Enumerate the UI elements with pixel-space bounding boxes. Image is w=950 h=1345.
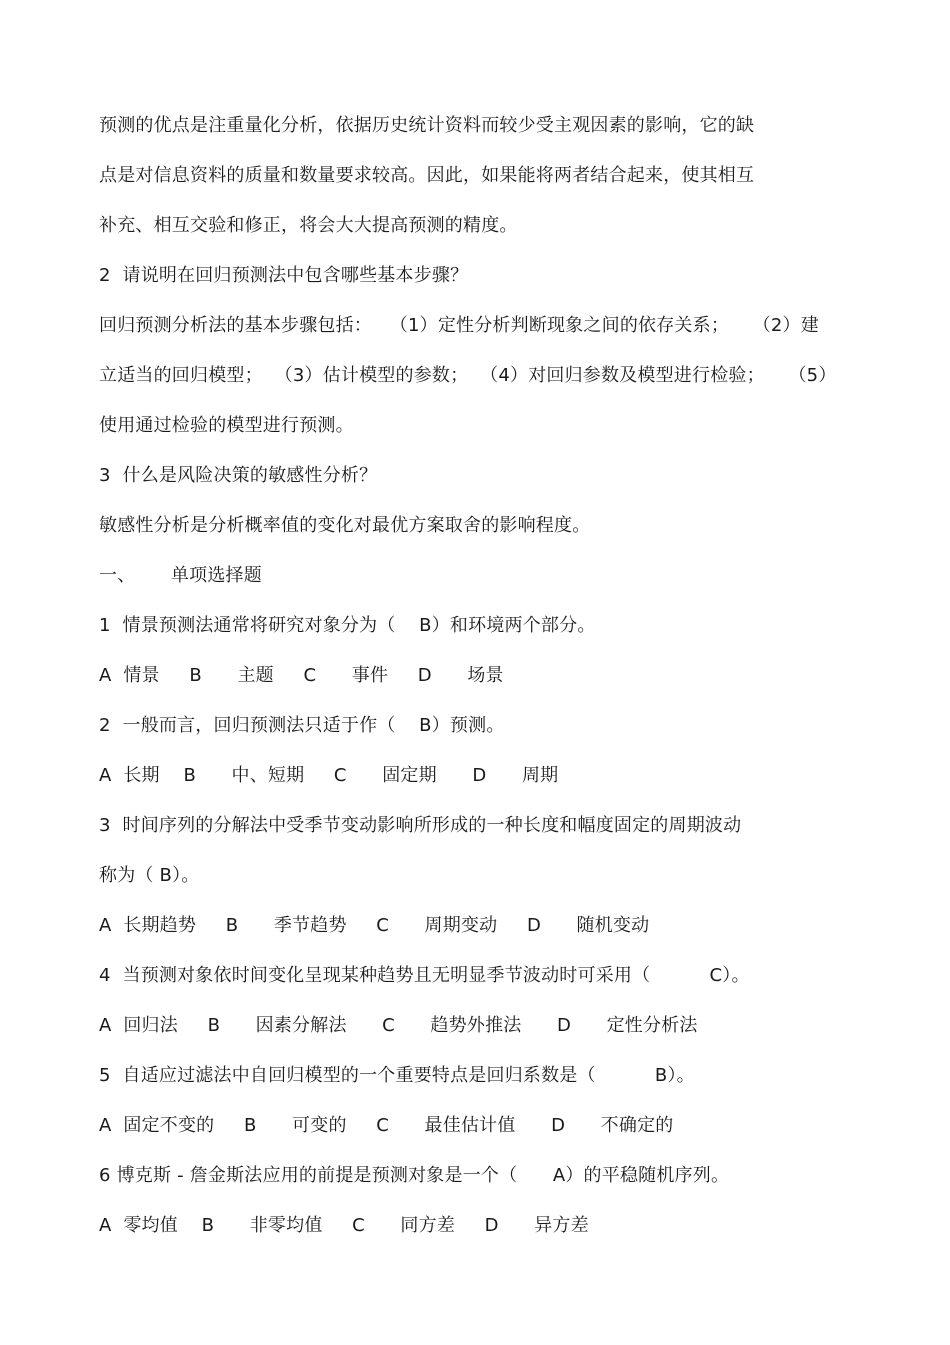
question-heading: 3 什么是风险决策的敏感性分析？: [99, 465, 378, 486]
text-line: 敏感性分析是分析概率值的变化对最优方案取舍的影响程度。: [99, 515, 591, 536]
question-line: 3 时间序列的分解法中受季节变动影响所形成的一种长度和幅度固定的周期波动: [99, 815, 742, 836]
question-line: 称为（ B）。: [99, 865, 200, 886]
section-heading: 一、 单项选择题: [99, 565, 262, 586]
question-line: 5 自适应过滤法中自回归模型的一个重要特点是回归系数是（ B）。: [99, 1065, 695, 1086]
question-heading: 2 请说明在回归预测法中包含哪些基本步骤？: [99, 265, 469, 286]
question-line: 6 博克斯 - 詹金斯法应用的前提是预测对象是一个（ A）的平稳随机序列。: [99, 1165, 730, 1186]
question-line: 1 情景预测法通常将研究对象分为（ B）和环境两个部分。: [99, 615, 596, 636]
question-line: 4 当预测对象依时间变化呈现某种趋势且无明显季节波动时可采用（ C）。: [99, 965, 750, 986]
options-line: A 情景 B 主题 C 事件 D 场景: [99, 665, 504, 686]
options-line: A 固定不变的 B 可变的 C 最佳估计值 D 不确定的: [99, 1115, 674, 1136]
text-line: 回归预测分析法的基本步骤包括： （1）定性分析判断现象之间的依存关系； （2）建: [99, 315, 819, 336]
text-line: 使用通过检验的模型进行预测。: [99, 415, 354, 436]
text-line: 预测的优点是注重量化分析，依据历史统计资料而较少受主观因素的影响，它的缺: [99, 115, 755, 136]
options-line: A 零均值 B 非零均值 C 同方差 D 异方差: [99, 1215, 589, 1236]
options-line: A 回归法 B 因素分解法 C 趋势外推法 D 定性分析法: [99, 1015, 698, 1036]
options-line: A 长期 B 中、短期 C 固定期 D 周期: [99, 765, 559, 786]
options-line: A 长期趋势 B 季节趋势 C 周期变动 D 随机变动: [99, 915, 650, 936]
question-line: 2 一般而言，回归预测法只适于作（ B）预测。: [99, 715, 505, 736]
text-line: 立适当的回归模型； （3）估计模型的参数； （4）对回归参数及模型进行检验； （5）: [99, 365, 837, 386]
text-line: 点是对信息资料的质量和数量要求较高。因此，如果能将两者结合起来，使其相互: [99, 165, 755, 186]
text-line: 补充、相互交验和修正，将会大大提高预测的精度。: [99, 215, 518, 236]
